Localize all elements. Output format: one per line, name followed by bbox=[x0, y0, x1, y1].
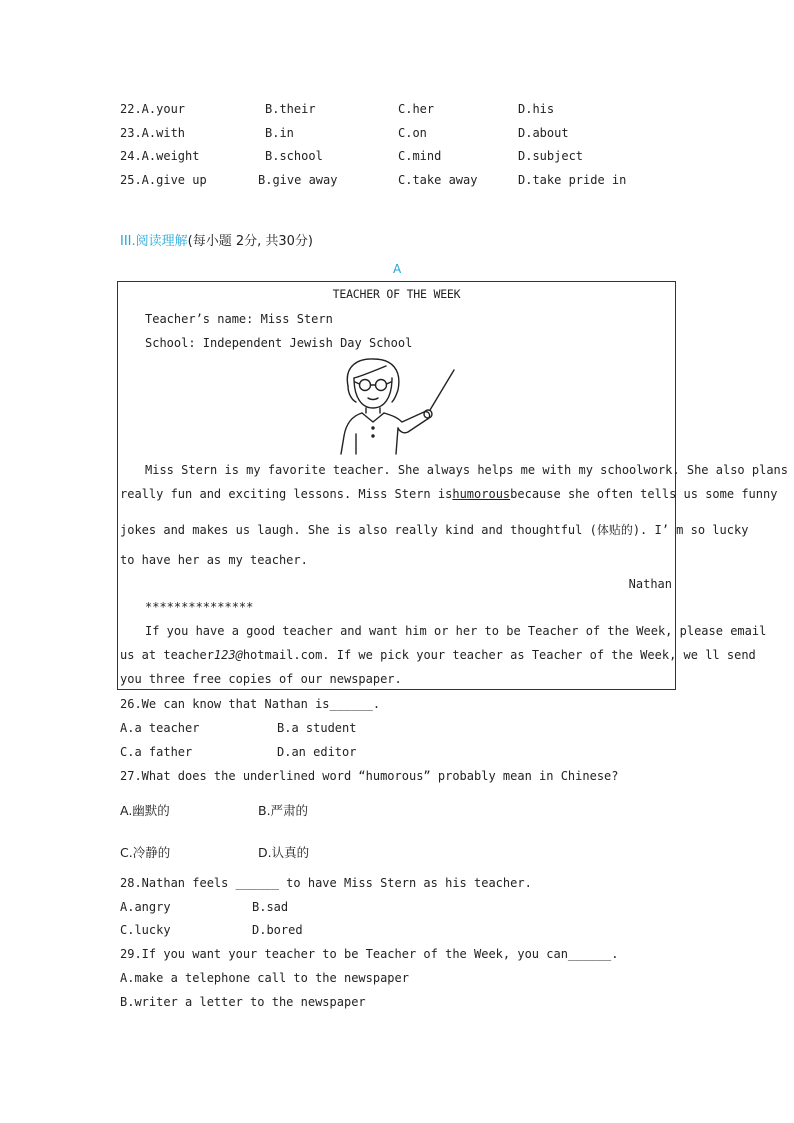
underlined-word: humorous bbox=[452, 487, 511, 501]
option-b: B.a student bbox=[277, 721, 357, 735]
paragraph-2-line-3: you three free copies of our newspaper. bbox=[120, 672, 402, 686]
options-row-25 bbox=[120, 173, 680, 191]
option-c: C.a father bbox=[120, 745, 193, 759]
option-d: D.about bbox=[518, 126, 569, 140]
option-b: B.their bbox=[265, 102, 316, 116]
paragraph-1-line-3: jokes and makes us laugh. She is also really kind and thoughtful (体贴的). I’ m so lucky bbox=[120, 523, 749, 537]
section-title: III.阅读理解 bbox=[120, 234, 188, 249]
option-d: D.his bbox=[518, 102, 555, 116]
signature: Nathan bbox=[628, 577, 672, 591]
option-a: A.angry bbox=[120, 900, 171, 914]
paragraph-1-line-2 bbox=[120, 487, 778, 501]
question-26-stem: 26.We can know that Nathan is______. bbox=[120, 697, 381, 711]
option-a: 24.A.weight bbox=[120, 149, 200, 163]
option-d: D.an editor bbox=[277, 745, 357, 759]
option-b: B.give away bbox=[258, 173, 338, 187]
option-a: 25.A.give up bbox=[120, 173, 207, 187]
section-heading bbox=[120, 230, 313, 249]
option-c: C.her bbox=[398, 102, 435, 116]
question-28-stem: 28.Nathan feels ______ to have Miss Stern as his teacher. bbox=[120, 876, 532, 890]
option-b: B.严肃的 bbox=[258, 803, 309, 818]
option-c: C.take away bbox=[398, 173, 478, 187]
option-d: D.subject bbox=[518, 149, 584, 163]
teacher-illustration-icon bbox=[336, 356, 466, 456]
paragraph-2-line-1: If you have a good teacher and want him or her to be Teacher of the Week, please email bbox=[145, 624, 767, 638]
question-27-options-cd bbox=[120, 843, 520, 861]
separator-stars: *************** bbox=[145, 600, 254, 614]
email-prefix: us at teacher bbox=[120, 648, 214, 662]
options-row-22 bbox=[120, 102, 680, 120]
passage-letter: A bbox=[393, 262, 402, 276]
question-29-option-a: A.make a telephone call to the newspaper bbox=[120, 971, 409, 985]
option-c: C.冷静的 bbox=[120, 845, 171, 860]
paragraph-1-line-1: Miss Stern is my favorite teacher. She always helps me with my schoolwork. She also plans bbox=[145, 463, 788, 477]
box-title: TEACHER OF THE WEEK bbox=[332, 287, 461, 301]
email-italic: 123@ bbox=[213, 648, 243, 662]
question-27-stem: 27.What does the underlined word “humorous” probably mean in Chinese? bbox=[120, 769, 619, 783]
question-29-option-b: B.writer a letter to the newspaper bbox=[120, 995, 366, 1009]
option-c: C.mind bbox=[398, 149, 442, 163]
options-row-23 bbox=[120, 126, 680, 144]
question-27-options-ab bbox=[120, 801, 520, 819]
email-suffix: hotmail.com. If we pick your teacher as Teacher of the Week, we ll send bbox=[242, 648, 756, 662]
teacher-name: Teacher’s name: Miss Stern bbox=[145, 312, 333, 326]
paragraph-2-line-2 bbox=[120, 648, 756, 662]
option-a: A.a teacher bbox=[120, 721, 200, 735]
question-26-options-cd bbox=[120, 745, 520, 763]
option-a: 22.A.your bbox=[120, 102, 186, 116]
option-d: D.take pride in bbox=[518, 173, 627, 187]
option-a: A.幽默的 bbox=[120, 803, 170, 818]
section-note: (每小题 2分, 共30分) bbox=[187, 234, 313, 249]
text-after-underlined: because she often tells us some funny bbox=[510, 487, 778, 501]
question-28-options-ab bbox=[120, 900, 520, 918]
option-a: 23.A.with bbox=[120, 126, 186, 140]
option-d: D.bored bbox=[252, 923, 303, 937]
text-before-underlined: really fun and exciting lessons. Miss Stern is bbox=[120, 487, 453, 501]
question-26-options-ab bbox=[120, 721, 520, 739]
question-28-options-cd bbox=[120, 923, 520, 941]
options-row-24 bbox=[120, 149, 680, 167]
option-b: B.sad bbox=[252, 900, 289, 914]
school-name: School: Independent Jewish Day School bbox=[145, 336, 413, 350]
paragraph-1-line-4: to have her as my teacher. bbox=[120, 553, 308, 567]
option-b: B.in bbox=[265, 126, 294, 140]
option-d: D.认真的 bbox=[258, 845, 310, 860]
option-b: B.school bbox=[265, 149, 323, 163]
passage-box bbox=[117, 281, 788, 690]
option-c: C.on bbox=[398, 126, 427, 140]
question-29-stem: 29.If you want your teacher to be Teacher of the Week, you can______. bbox=[120, 947, 619, 961]
option-c: C.lucky bbox=[120, 923, 171, 937]
